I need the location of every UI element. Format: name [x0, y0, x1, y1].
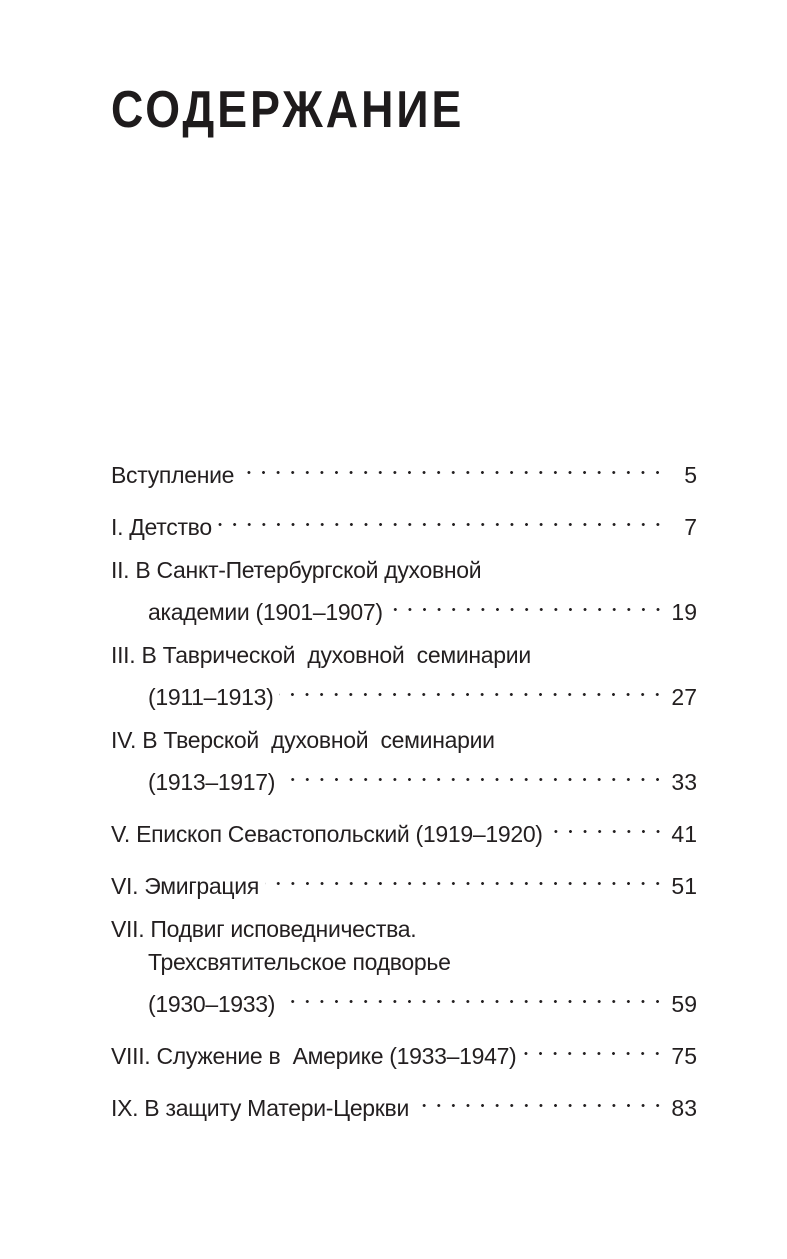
toc-entry-title-continued: Трехсвятительское подворье: [148, 949, 451, 975]
toc-page-number: 19: [671, 599, 697, 625]
toc-page-number: 59: [671, 991, 697, 1017]
toc-entry-title: I. Детство: [111, 514, 212, 540]
toc-entry-chapter-4[interactable]: [111, 724, 697, 795]
dot-leader: [389, 587, 665, 620]
toc-entry-chapter-3[interactable]: [111, 639, 697, 710]
toc-entry-chapter-6[interactable]: [111, 861, 697, 899]
toc-entry-title: VIII. Служение в Америке (1933–1947): [111, 1043, 517, 1069]
dot-leader: [218, 502, 665, 535]
toc-entry-chapter-2[interactable]: [111, 554, 697, 625]
toc-page-number: 33: [671, 769, 697, 795]
toc-page-number: 41: [671, 821, 697, 847]
toc-entry-title: VII. Подвиг исповедничества.: [111, 916, 417, 942]
dot-leader: [240, 450, 665, 483]
toc-entry-chapter-8[interactable]: [111, 1031, 697, 1069]
toc-entry-title: II. В Санкт-Петербургской духовной: [111, 557, 482, 583]
dot-leader: [281, 979, 665, 1012]
toc-entry-title: IX. В защиту Матери-Церкви: [111, 1095, 410, 1121]
toc-entry-title-continued: академии (1901–1907): [148, 599, 383, 625]
toc-entry-chapter-9[interactable]: [111, 1083, 697, 1121]
toc-page-number: 75: [671, 1043, 697, 1069]
dot-leader: [415, 1083, 665, 1116]
toc-entry-title: VI. Эмиграция: [111, 873, 259, 899]
toc-entry-title-continued: (1913–1917): [148, 769, 276, 795]
toc-entry-title: IV. В Тверской духовной семинарии: [111, 727, 495, 753]
dot-leader: [549, 809, 665, 842]
table-of-contents: [111, 450, 697, 1135]
toc-entry-title: Вступление: [111, 462, 235, 488]
toc-entry-title-continued: (1930–1933): [148, 991, 276, 1017]
toc-entry-title: V. Епископ Севастопольский (1919–1920): [111, 821, 543, 847]
toc-page-number: 27: [671, 684, 697, 710]
dot-leader: [522, 1031, 665, 1064]
toc-entry-chapter-5[interactable]: [111, 809, 697, 847]
toc-entry-title-continued: (1911–1913): [148, 684, 274, 710]
toc-page-number: 5: [684, 462, 697, 488]
dot-leader: [265, 861, 665, 894]
toc-entry-chapter-1[interactable]: [111, 502, 697, 540]
toc-entry-chapter-7[interactable]: [111, 913, 697, 1017]
dot-leader: [279, 672, 665, 705]
toc-page-number: 83: [671, 1095, 697, 1121]
toc-page-number: 7: [684, 514, 697, 540]
dot-leader: [281, 757, 665, 790]
toc-entry-introduction[interactable]: [111, 450, 697, 488]
toc-page-number: 51: [671, 873, 697, 899]
page-title: СОДЕРЖАНИЕ: [111, 81, 465, 139]
toc-entry-title: III. В Таврической духовной семинарии: [111, 642, 531, 668]
